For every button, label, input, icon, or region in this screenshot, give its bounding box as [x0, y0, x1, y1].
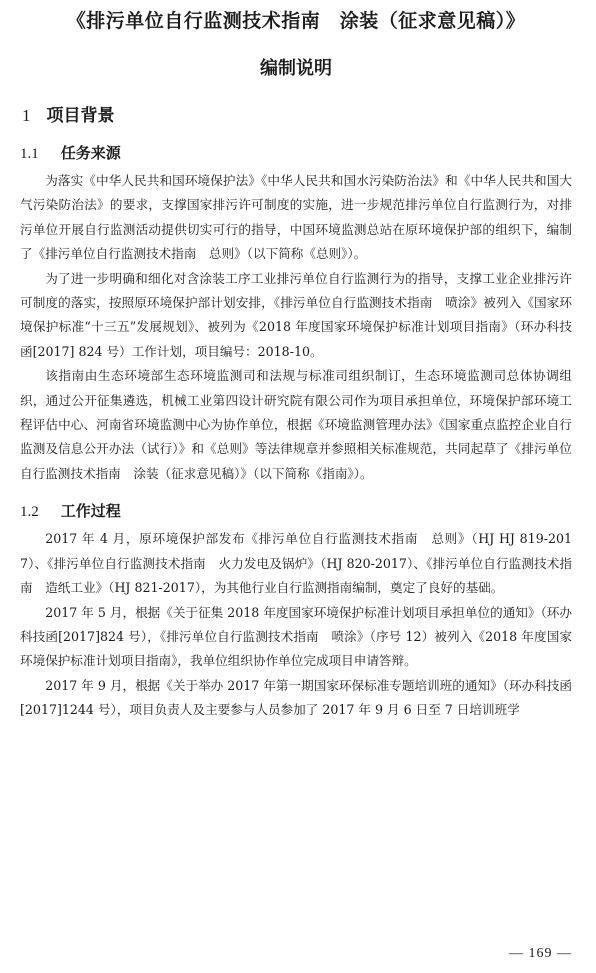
document-subtitle: 编制说明 [260, 58, 332, 79]
paragraph: 2017 年 4 月，原环境保护部发布《排污单位自行监测技术指南 总则》（HJ HJ 819-2017）、《排污单位自行监测技术指南 火力发电及锅炉》（HJ 820-2017）、《排污单位自行监测技术指南 造纸工业》（HJ 821-2017），为其他行业自行监测指南编制，奠定了良好的基础。 [20, 531, 572, 596]
section-number: 1 [22, 106, 31, 125]
paragraph: 2017 年 5 月，根据《关于征集 2018 年度国家环境保护标准计划项目承担单位的通知》（环办科技函[2017]824 号），《排污单位自行监测技术指南 喷涂》（序号 12）被列入《2018 年度国家环境保护标准计划项目指南》，我单位组织协作单位完成项目申请答辩。 [20, 604, 572, 669]
page-number: — 169 — [509, 946, 572, 961]
section-number: 1.2 [20, 504, 39, 521]
paragraph: 为落实《中华人民共和国环境保护法》《中华人民共和国水污染防治法》和《中华人民共和国大气污染防治法》的要求，支撑国家排污许可制度的实施，进一步规范排污单位自行监测行为，对排污单位开展自行监测活动提供切实可行的指导，中国环境监测总站在原环境保护部的组织下，编制了《排污单位自行监测技术指南 总则》（以下简称《总则》）。 [20, 173, 572, 262]
section-title: 项目背景 [46, 106, 115, 126]
paragraph: 2017 年 9 月，根据《关于举办 2017 年第一期国家环保标准专题培训班的通知》（环办科技函[2017]1244 号），项目负责人及主要参与人员参加了 2017 年 9 月 6 日至 7 日培训班学 [20, 677, 572, 718]
section-number: 1.1 [20, 146, 39, 162]
section-title: 任务来源 [60, 144, 121, 162]
section-heading-1-1 [20, 142, 572, 165]
section-heading-1 [22, 104, 572, 128]
paragraph: 该指南由生态环境部生态环境监测司和法规与标准司组织制订，生态环境监测司总体协调组织，通过公开征集遴选，机械工业第四设计研究院有限公司作为项目承担单位，环境保护部环境工程评估中心、河南省环境监测中心为协作单位，根据《环境监测管理办法》《国家重点监控企业自行监测及信息公开办法（试行）》和《总则》等法律规章并参照相关标准规范，共同起草了《排污单位自行监测技术指南 涂装（征求意见稿）》（以下简称《指南》）。 [20, 368, 572, 481]
section-heading-1-2 [20, 500, 572, 523]
paragraph: 为了进一步明确和细化对含涂装工序工业排污单位自行监测行为的指导，支撑工业企业排污许可制度的落实，按照原环境保护部计划安排，《排污单位自行监测技术指南 喷涂》被列入《国家环境保护标准“十三五”发展规划》、被列为《2018 年度国家环境保护标准计划项目指南》（环办科技函[2017] 824 号）工作计划，项目编号：2018-10。 [20, 270, 572, 359]
section-title: 工作过程 [60, 502, 121, 521]
document-title: 《排污单位自行监测技术指南 涂装（征求意见稿）》 [66, 10, 526, 32]
